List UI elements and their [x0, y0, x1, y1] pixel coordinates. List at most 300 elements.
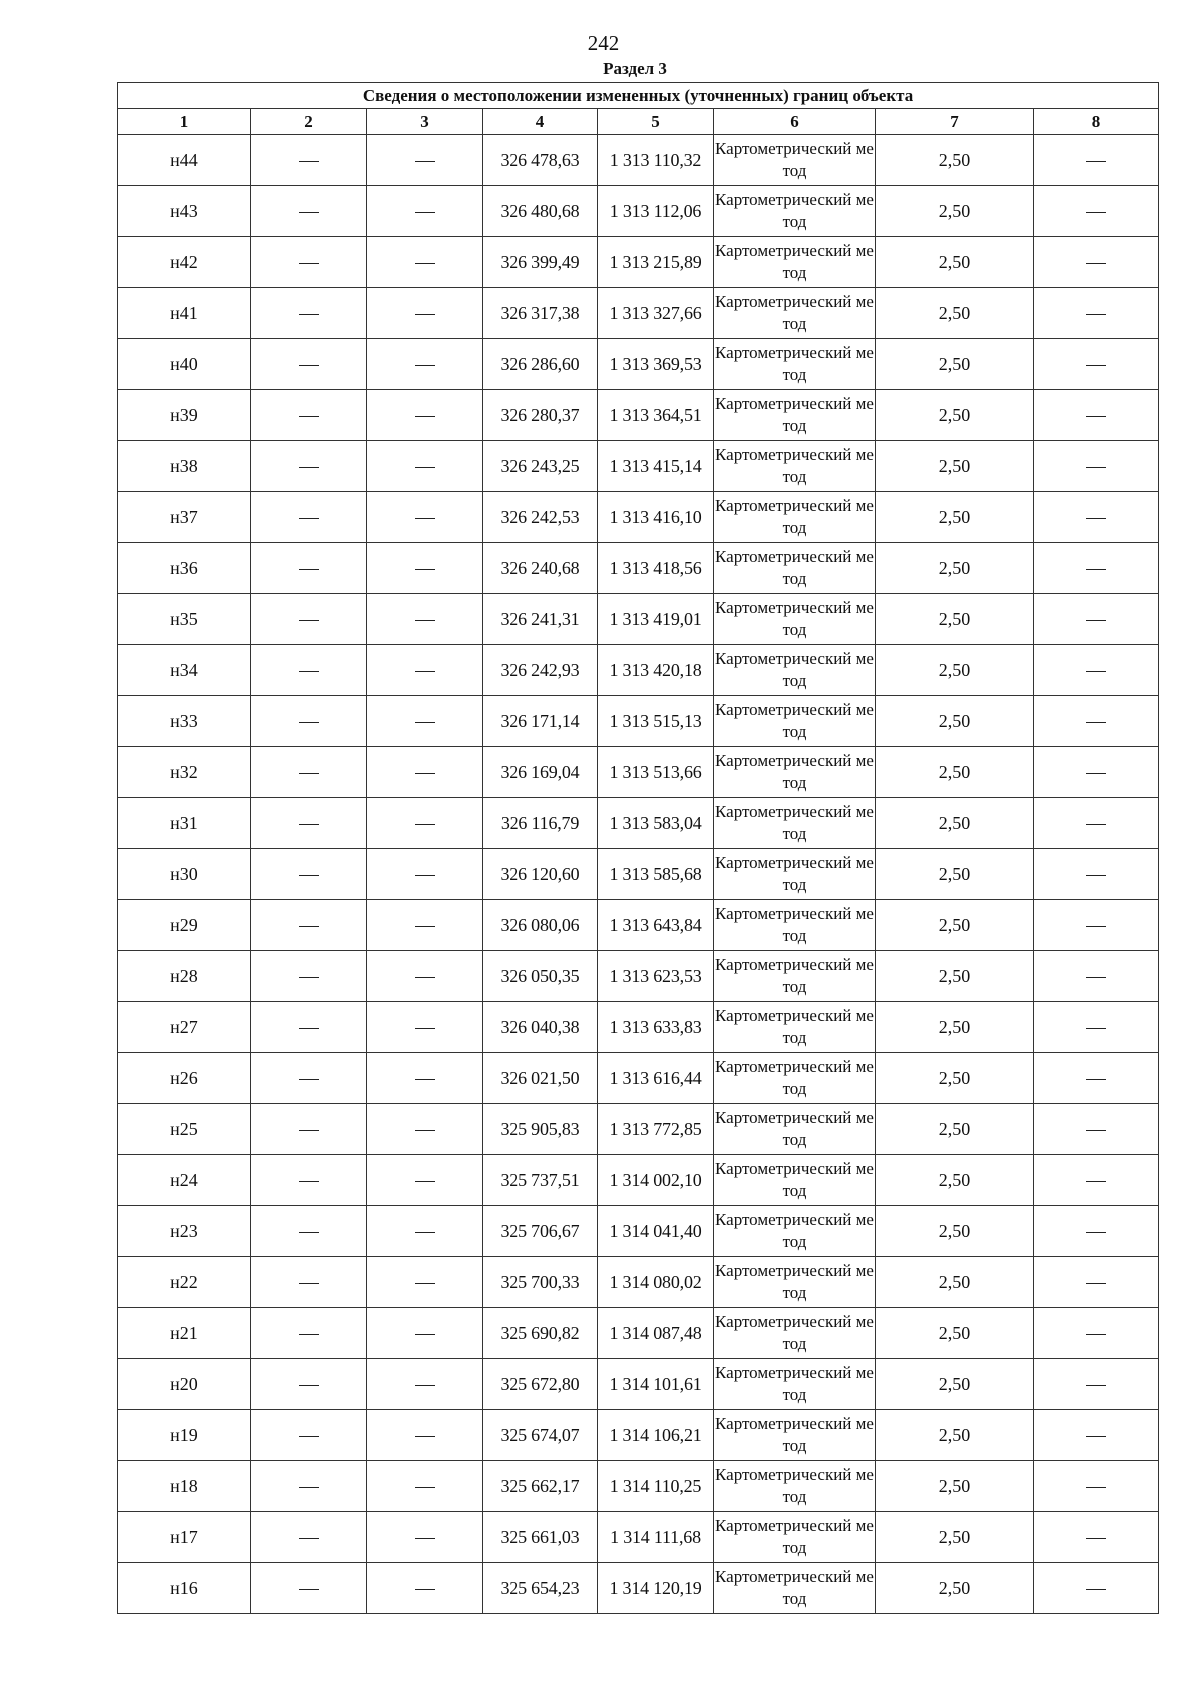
point-cell: н43 [118, 186, 251, 237]
accuracy-cell: 2,50 [876, 441, 1034, 492]
dash-mark [299, 416, 319, 417]
dash-mark [415, 722, 435, 723]
accuracy-cell: 2,50 [876, 1206, 1034, 1257]
empty-cell [1034, 1206, 1159, 1257]
dash-mark [415, 518, 435, 519]
accuracy-cell: 2,50 [876, 1308, 1034, 1359]
column-header: 3 [367, 109, 483, 135]
dash-mark [299, 875, 319, 876]
column-header: 7 [876, 109, 1034, 135]
empty-cell [367, 594, 483, 645]
table-row [118, 1308, 1159, 1359]
dash-mark [415, 1487, 435, 1488]
y-coordinate-cell: 1 313 419,01 [598, 594, 714, 645]
empty-cell [1034, 1512, 1159, 1563]
point-cell: н29 [118, 900, 251, 951]
empty-cell [367, 798, 483, 849]
dash-mark [299, 1538, 319, 1539]
x-coordinate-cell: 325 690,82 [483, 1308, 598, 1359]
empty-cell [251, 1257, 367, 1308]
method-cell: Картометрический метод [714, 1512, 876, 1563]
method-cell: Картометрический метод [714, 1410, 876, 1461]
dash-mark [299, 620, 319, 621]
dash-mark [299, 977, 319, 978]
table-row [118, 849, 1159, 900]
empty-cell [1034, 594, 1159, 645]
y-coordinate-cell: 1 313 420,18 [598, 645, 714, 696]
empty-cell [251, 237, 367, 288]
method-cell: Картометрический метод [714, 594, 876, 645]
dash-mark [1086, 977, 1106, 978]
empty-cell [1034, 747, 1159, 798]
empty-cell [367, 135, 483, 186]
x-coordinate-cell: 326 171,14 [483, 696, 598, 747]
method-cell: Картометрический метод [714, 390, 876, 441]
method-cell: Картометрический метод [714, 186, 876, 237]
empty-cell [367, 1308, 483, 1359]
empty-cell [367, 441, 483, 492]
point-cell: н30 [118, 849, 251, 900]
empty-cell [251, 1053, 367, 1104]
dash-mark [415, 569, 435, 570]
coordinates-table [117, 82, 1159, 1614]
accuracy-cell: 2,50 [876, 186, 1034, 237]
x-coordinate-cell: 326 240,68 [483, 543, 598, 594]
dash-mark [1086, 518, 1106, 519]
empty-cell [1034, 1359, 1159, 1410]
empty-cell [1034, 186, 1159, 237]
y-coordinate-cell: 1 313 616,44 [598, 1053, 714, 1104]
accuracy-cell: 2,50 [876, 543, 1034, 594]
dash-mark [299, 1436, 319, 1437]
empty-cell [1034, 1155, 1159, 1206]
empty-cell [1034, 849, 1159, 900]
dash-mark [415, 1538, 435, 1539]
method-cell: Картометрический метод [714, 1155, 876, 1206]
point-cell: н39 [118, 390, 251, 441]
x-coordinate-cell: 326 399,49 [483, 237, 598, 288]
point-cell: н33 [118, 696, 251, 747]
y-coordinate-cell: 1 313 327,66 [598, 288, 714, 339]
x-coordinate-cell: 326 120,60 [483, 849, 598, 900]
dash-mark [415, 1385, 435, 1386]
y-coordinate-cell: 1 313 513,66 [598, 747, 714, 798]
table-row [118, 1410, 1159, 1461]
empty-cell [1034, 288, 1159, 339]
method-cell: Картометрический метод [714, 1308, 876, 1359]
empty-cell [1034, 1053, 1159, 1104]
empty-cell [251, 798, 367, 849]
y-coordinate-cell: 1 313 215,89 [598, 237, 714, 288]
dash-mark [1086, 926, 1106, 927]
empty-cell [251, 747, 367, 798]
empty-cell [251, 1512, 367, 1563]
y-coordinate-cell: 1 313 585,68 [598, 849, 714, 900]
point-cell: н21 [118, 1308, 251, 1359]
accuracy-cell: 2,50 [876, 1104, 1034, 1155]
method-cell: Картометрический метод [714, 1104, 876, 1155]
dash-mark [415, 365, 435, 366]
dash-mark [415, 416, 435, 417]
empty-cell [251, 390, 367, 441]
dash-mark [299, 926, 319, 927]
empty-cell [367, 1512, 483, 1563]
empty-cell [367, 288, 483, 339]
point-cell: н19 [118, 1410, 251, 1461]
dash-mark [1086, 1385, 1106, 1386]
method-cell: Картометрический метод [714, 543, 876, 594]
empty-cell [367, 1359, 483, 1410]
empty-cell [1034, 798, 1159, 849]
x-coordinate-cell: 325 700,33 [483, 1257, 598, 1308]
empty-cell [1034, 135, 1159, 186]
accuracy-cell: 2,50 [876, 1155, 1034, 1206]
table-title-row [118, 83, 1159, 109]
table-row [118, 339, 1159, 390]
empty-cell [1034, 1257, 1159, 1308]
dash-mark [1086, 1334, 1106, 1335]
dash-mark [1086, 161, 1106, 162]
dash-mark [299, 314, 319, 315]
accuracy-cell: 2,50 [876, 237, 1034, 288]
x-coordinate-cell: 325 674,07 [483, 1410, 598, 1461]
y-coordinate-cell: 1 313 515,13 [598, 696, 714, 747]
method-cell: Картометрический метод [714, 645, 876, 696]
x-coordinate-cell: 326 242,93 [483, 645, 598, 696]
dash-mark [415, 1232, 435, 1233]
empty-cell [251, 849, 367, 900]
y-coordinate-cell: 1 314 080,02 [598, 1257, 714, 1308]
y-coordinate-cell: 1 313 633,83 [598, 1002, 714, 1053]
table-row [118, 1461, 1159, 1512]
point-cell: н23 [118, 1206, 251, 1257]
point-cell: н24 [118, 1155, 251, 1206]
accuracy-cell: 2,50 [876, 1359, 1034, 1410]
method-cell: Картометрический метод [714, 1563, 876, 1614]
empty-cell [1034, 1002, 1159, 1053]
x-coordinate-cell: 326 242,53 [483, 492, 598, 543]
dash-mark [1086, 1589, 1106, 1590]
x-coordinate-cell: 325 672,80 [483, 1359, 598, 1410]
empty-cell [1034, 1461, 1159, 1512]
method-cell: Картометрический метод [714, 900, 876, 951]
empty-cell [1034, 951, 1159, 1002]
dash-mark [299, 263, 319, 264]
point-cell: н20 [118, 1359, 251, 1410]
x-coordinate-cell: 326 317,38 [483, 288, 598, 339]
method-cell: Картометрический метод [714, 798, 876, 849]
method-cell: Картометрический метод [714, 288, 876, 339]
empty-cell [251, 543, 367, 594]
point-cell: н32 [118, 747, 251, 798]
accuracy-cell: 2,50 [876, 849, 1034, 900]
empty-cell [1034, 543, 1159, 594]
table-row [118, 1155, 1159, 1206]
method-cell: Картометрический метод [714, 849, 876, 900]
dash-mark [299, 467, 319, 468]
dash-mark [299, 212, 319, 213]
x-coordinate-cell: 326 050,35 [483, 951, 598, 1002]
y-coordinate-cell: 1 314 111,68 [598, 1512, 714, 1563]
method-cell: Картометрический метод [714, 951, 876, 1002]
column-header: 6 [714, 109, 876, 135]
empty-cell [367, 696, 483, 747]
point-cell: н18 [118, 1461, 251, 1512]
point-cell: н42 [118, 237, 251, 288]
y-coordinate-cell: 1 313 364,51 [598, 390, 714, 441]
empty-cell [251, 186, 367, 237]
x-coordinate-cell: 325 662,17 [483, 1461, 598, 1512]
dash-mark [415, 1334, 435, 1335]
dash-mark [1086, 824, 1106, 825]
dash-mark [415, 263, 435, 264]
y-coordinate-cell: 1 314 106,21 [598, 1410, 714, 1461]
empty-cell [1034, 1104, 1159, 1155]
empty-cell [1034, 1410, 1159, 1461]
column-header: 1 [118, 109, 251, 135]
dash-mark [1086, 212, 1106, 213]
empty-cell [251, 135, 367, 186]
accuracy-cell: 2,50 [876, 1002, 1034, 1053]
accuracy-cell: 2,50 [876, 1257, 1034, 1308]
table-row [118, 1257, 1159, 1308]
method-cell: Картометрический метод [714, 696, 876, 747]
accuracy-cell: 2,50 [876, 1563, 1034, 1614]
dash-mark [299, 569, 319, 570]
dash-mark [1086, 1028, 1106, 1029]
x-coordinate-cell: 325 737,51 [483, 1155, 598, 1206]
table-row [118, 390, 1159, 441]
y-coordinate-cell: 1 313 418,56 [598, 543, 714, 594]
table-row [118, 747, 1159, 798]
table-row [118, 696, 1159, 747]
x-coordinate-cell: 326 040,38 [483, 1002, 598, 1053]
dash-mark [1086, 365, 1106, 366]
y-coordinate-cell: 1 314 087,48 [598, 1308, 714, 1359]
point-cell: н16 [118, 1563, 251, 1614]
empty-cell [367, 1257, 483, 1308]
accuracy-cell: 2,50 [876, 1512, 1034, 1563]
dash-mark [1086, 1130, 1106, 1131]
dash-mark [415, 773, 435, 774]
y-coordinate-cell: 1 313 583,04 [598, 798, 714, 849]
point-cell: н28 [118, 951, 251, 1002]
table-row [118, 1053, 1159, 1104]
dash-mark [299, 1334, 319, 1335]
table-row [118, 1359, 1159, 1410]
point-cell: н27 [118, 1002, 251, 1053]
table-row [118, 900, 1159, 951]
method-cell: Картометрический метод [714, 1002, 876, 1053]
empty-cell [1034, 696, 1159, 747]
empty-cell [251, 1206, 367, 1257]
x-coordinate-cell: 326 480,68 [483, 186, 598, 237]
x-coordinate-cell: 326 280,37 [483, 390, 598, 441]
dash-mark [299, 1385, 319, 1386]
empty-cell [367, 1563, 483, 1614]
table-row [118, 1104, 1159, 1155]
dash-mark [299, 1130, 319, 1131]
y-coordinate-cell: 1 314 002,10 [598, 1155, 714, 1206]
dash-mark [299, 365, 319, 366]
dash-mark [415, 1028, 435, 1029]
point-cell: н31 [118, 798, 251, 849]
method-cell: Картометрический метод [714, 237, 876, 288]
dash-mark [415, 671, 435, 672]
dash-mark [415, 875, 435, 876]
empty-cell [1034, 237, 1159, 288]
empty-cell [251, 288, 367, 339]
table-row [118, 135, 1159, 186]
empty-cell [251, 492, 367, 543]
dash-mark [1086, 620, 1106, 621]
method-cell: Картометрический метод [714, 1461, 876, 1512]
dash-mark [299, 1487, 319, 1488]
empty-cell [251, 645, 367, 696]
dash-mark [415, 926, 435, 927]
empty-cell [367, 1155, 483, 1206]
dash-mark [299, 824, 319, 825]
empty-cell [1034, 900, 1159, 951]
table-row [118, 951, 1159, 1002]
dash-mark [1086, 1436, 1106, 1437]
point-cell: н34 [118, 645, 251, 696]
x-coordinate-cell: 326 021,50 [483, 1053, 598, 1104]
accuracy-cell: 2,50 [876, 135, 1034, 186]
dash-mark [1086, 1079, 1106, 1080]
accuracy-cell: 2,50 [876, 1053, 1034, 1104]
dash-mark [415, 1130, 435, 1131]
table-title: Сведения о местоположении измененных (уточненных) границ объекта [118, 83, 1159, 109]
y-coordinate-cell: 1 313 772,85 [598, 1104, 714, 1155]
empty-cell [251, 900, 367, 951]
method-cell: Картометрический метод [714, 1359, 876, 1410]
empty-cell [367, 1461, 483, 1512]
point-cell: н26 [118, 1053, 251, 1104]
accuracy-cell: 2,50 [876, 696, 1034, 747]
empty-cell [1034, 390, 1159, 441]
dash-mark [299, 1181, 319, 1182]
table-row [118, 1563, 1159, 1614]
dash-mark [299, 1283, 319, 1284]
table-row [118, 186, 1159, 237]
y-coordinate-cell: 1 314 041,40 [598, 1206, 714, 1257]
accuracy-cell: 2,50 [876, 900, 1034, 951]
table-body [118, 135, 1159, 1614]
empty-cell [1034, 339, 1159, 390]
dash-mark [415, 1079, 435, 1080]
empty-cell [251, 441, 367, 492]
accuracy-cell: 2,50 [876, 798, 1034, 849]
y-coordinate-cell: 1 313 623,53 [598, 951, 714, 1002]
x-coordinate-cell: 326 478,63 [483, 135, 598, 186]
point-cell: н22 [118, 1257, 251, 1308]
point-cell: н44 [118, 135, 251, 186]
dash-mark [415, 977, 435, 978]
table-row [118, 1206, 1159, 1257]
dash-mark [1086, 314, 1106, 315]
dash-mark [299, 773, 319, 774]
empty-cell [1034, 492, 1159, 543]
method-cell: Картометрический метод [714, 492, 876, 543]
empty-cell [251, 951, 367, 1002]
empty-cell [1034, 645, 1159, 696]
dash-mark [1086, 773, 1106, 774]
empty-cell [367, 186, 483, 237]
table-row [118, 543, 1159, 594]
dash-mark [1086, 1232, 1106, 1233]
page-number: 242 [587, 31, 620, 55]
x-coordinate-cell: 325 905,83 [483, 1104, 598, 1155]
dash-mark [1086, 263, 1106, 264]
point-cell: н35 [118, 594, 251, 645]
dash-mark [1086, 1181, 1106, 1182]
y-coordinate-cell: 1 313 110,32 [598, 135, 714, 186]
accuracy-cell: 2,50 [876, 339, 1034, 390]
dash-mark [415, 467, 435, 468]
empty-cell [367, 543, 483, 594]
dash-mark [299, 671, 319, 672]
empty-cell [251, 1563, 367, 1614]
y-coordinate-cell: 1 313 369,53 [598, 339, 714, 390]
dash-mark [299, 722, 319, 723]
empty-cell [1034, 1308, 1159, 1359]
empty-cell [367, 900, 483, 951]
empty-cell [367, 1104, 483, 1155]
empty-cell [367, 747, 483, 798]
accuracy-cell: 2,50 [876, 288, 1034, 339]
dash-mark [415, 1181, 435, 1182]
x-coordinate-cell: 325 706,67 [483, 1206, 598, 1257]
method-cell: Картометрический метод [714, 135, 876, 186]
point-cell: н38 [118, 441, 251, 492]
point-cell: н25 [118, 1104, 251, 1155]
dash-mark [415, 1436, 435, 1437]
x-coordinate-cell: 326 080,06 [483, 900, 598, 951]
y-coordinate-cell: 1 314 101,61 [598, 1359, 714, 1410]
empty-cell [367, 390, 483, 441]
empty-cell [251, 594, 367, 645]
method-cell: Картометрический метод [714, 1257, 876, 1308]
x-coordinate-cell: 325 654,23 [483, 1563, 598, 1614]
dash-mark [415, 1589, 435, 1590]
dash-mark [299, 518, 319, 519]
accuracy-cell: 2,50 [876, 492, 1034, 543]
point-cell: н40 [118, 339, 251, 390]
dash-mark [1086, 875, 1106, 876]
point-cell: н41 [118, 288, 251, 339]
section-label: Раздел 3 [603, 59, 667, 78]
table-row [118, 645, 1159, 696]
accuracy-cell: 2,50 [876, 951, 1034, 1002]
x-coordinate-cell: 326 116,79 [483, 798, 598, 849]
empty-cell [367, 492, 483, 543]
empty-cell [367, 237, 483, 288]
accuracy-cell: 2,50 [876, 747, 1034, 798]
column-header: 2 [251, 109, 367, 135]
column-header: 5 [598, 109, 714, 135]
empty-cell [251, 696, 367, 747]
column-header-row [118, 109, 1159, 135]
dash-mark [299, 1079, 319, 1080]
empty-cell [251, 1461, 367, 1512]
empty-cell [367, 645, 483, 696]
y-coordinate-cell: 1 313 112,06 [598, 186, 714, 237]
point-cell: н36 [118, 543, 251, 594]
empty-cell [367, 849, 483, 900]
x-coordinate-cell: 325 661,03 [483, 1512, 598, 1563]
dash-mark [415, 1283, 435, 1284]
